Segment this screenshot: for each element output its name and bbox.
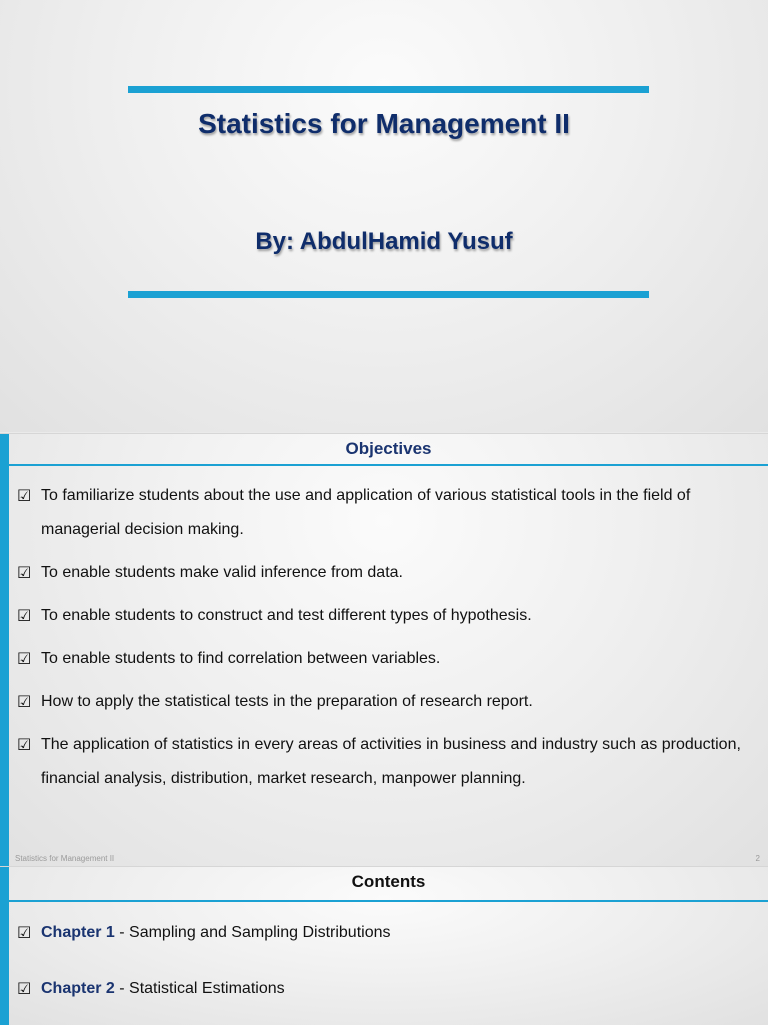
objective-text: How to apply the statistical tests in the preparation of research report. xyxy=(41,693,533,710)
page-number: 2 xyxy=(755,854,760,863)
slide-footer: Statistics for Management II xyxy=(15,854,115,863)
list-item xyxy=(16,642,762,676)
objectives-slide xyxy=(0,433,768,866)
list-item xyxy=(16,974,762,1025)
objective-text: To enable students to find correlation between variables. xyxy=(41,650,441,667)
checkbox-checked-icon: ☑ xyxy=(17,486,32,505)
checkbox-checked-icon: ☑ xyxy=(17,692,32,711)
chapter-title: - Sampling and Sampling Distributions xyxy=(114,924,391,941)
chapter-label: Chapter 2 xyxy=(41,980,115,997)
checkbox-checked-icon: ☑ xyxy=(17,563,32,582)
chapter-title: - Statistical Estimations xyxy=(114,980,285,997)
list-item xyxy=(16,599,762,633)
list-item xyxy=(16,918,762,974)
slide-author: By: AbdulHamid Yusuf xyxy=(255,228,513,255)
checkbox-checked-icon: ☑ xyxy=(17,606,32,625)
checkbox-checked-icon: ☑ xyxy=(17,923,32,942)
slide-accent-bar xyxy=(0,867,9,1025)
contents-slide xyxy=(0,866,768,1025)
objective-text: The application of statistics in every areas of activities in business and industry such as production, financial analysis, distribution, market research, manpower planning. xyxy=(41,736,741,787)
slide-title: Statistics for Management II xyxy=(198,108,570,139)
checkbox-checked-icon: ☑ xyxy=(17,649,32,668)
contents-heading: Contents xyxy=(351,872,426,891)
list-item xyxy=(16,479,762,547)
heading-divider xyxy=(9,900,768,902)
chapter-label: Chapter 1 xyxy=(41,924,115,941)
heading-divider xyxy=(9,464,768,466)
slide-accent-bar xyxy=(0,434,9,866)
title-top-rule xyxy=(128,86,649,93)
list-item xyxy=(16,685,762,719)
objectives-list xyxy=(16,479,762,805)
objective-text: To familiarize students about the use and application of various statistical tools in the field of managerial decision making. xyxy=(41,487,691,538)
list-item xyxy=(16,556,762,590)
title-bottom-rule xyxy=(128,291,649,298)
objective-text: To enable students to construct and test different types of hypothesis. xyxy=(41,607,532,624)
list-item xyxy=(16,728,762,796)
contents-list xyxy=(16,918,762,1025)
objectives-heading: Objectives xyxy=(345,439,432,458)
title-slide xyxy=(0,0,768,432)
checkbox-checked-icon: ☑ xyxy=(17,735,32,754)
objective-text: To enable students make valid inference from data. xyxy=(41,564,403,581)
checkbox-checked-icon: ☑ xyxy=(17,979,32,998)
